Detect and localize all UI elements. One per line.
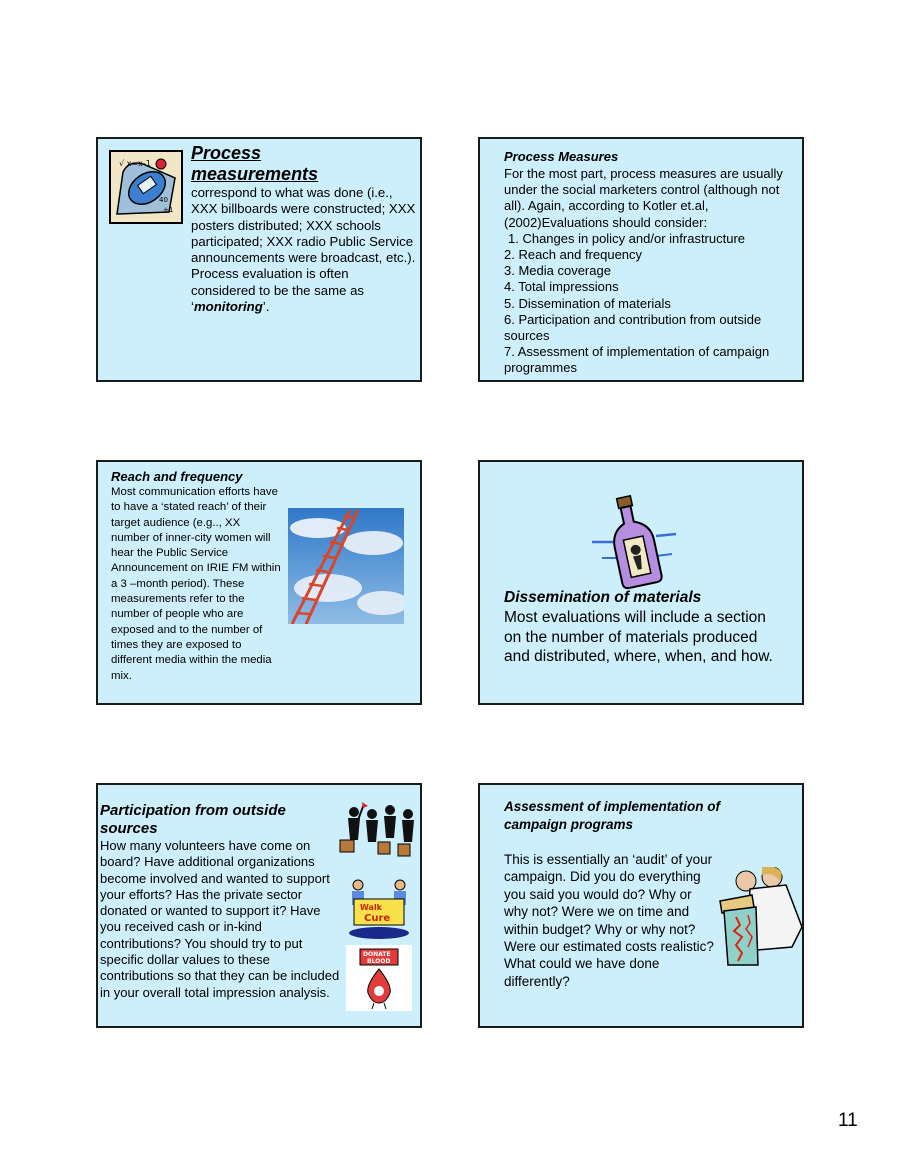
svg-text:√ x=x-1: √ x=x-1 [119, 159, 151, 168]
page-number: 11 [838, 1110, 858, 1131]
slide-title: Process measurements [191, 143, 319, 184]
body-eval-text: Process evaluation is often considered to be the same as ‘ [191, 266, 365, 315]
calculator-clipart-icon [109, 150, 183, 224]
slide-title: Dissemination of materials [504, 589, 702, 606]
svg-text:DONATE: DONATE [363, 951, 391, 958]
slide-body [191, 185, 416, 315]
slide-assessment-of-implementation [478, 783, 804, 1028]
svg-text:40: 40 [159, 196, 168, 204]
list-item: 6. Participation and contribution from outside sources [504, 311, 762, 344]
intro-text: For the most part, process measures are usually under the social marketers control (although not all). Again, according to Kotler et.al, (2002)Evaluations should consider: [504, 166, 783, 230]
measures-list [504, 231, 794, 377]
volunteers-icon [338, 800, 422, 858]
svg-text:Cure: Cure [364, 913, 391, 924]
message-bottle-icon [590, 492, 678, 590]
slide-title: Reach and frequency [111, 469, 243, 484]
slide-dissemination-of-materials [478, 460, 804, 705]
list-item: 5. Dissemination of materials [504, 295, 671, 311]
slide-reach-and-frequency [96, 460, 422, 705]
body-main-text: correspond to what was done (i.e., XXX billboards were constructed; XXX posters distributed; XXX schools participated; XXX radio Public Service announcements were broadcast, etc.). [191, 185, 416, 266]
list-item: 2. Reach and frequency [504, 247, 643, 263]
slide-title: Assessment of implementation of campaign programs [504, 799, 721, 832]
slide-body: Most communication efforts have to have a ‘stated reach’ of their target audience (e.g.., XX number of inner-city women will hear the Public Service Announcement on IRIE FM within a 3 –month period). These measurements refer to the number of people who are exposed and to the number of times they are exposed to different media within the media mix. [111, 486, 281, 682]
monitoring-term: monitoring [193, 299, 263, 315]
ladder-sky-photo-icon [288, 508, 404, 624]
slide-body: How many volunteers have come on board? Have additional organizations become involved and wanted to support your efforts? Has the private sector donated or wanted to support it? Have you received cash or in-kind contributions? You should try to put specific dollar values to these contributions so that they can be included in your overall total impression analysis. [100, 838, 340, 1000]
svg-text:BLOOD: BLOOD [367, 958, 391, 965]
svg-text:+1: +1 [163, 206, 174, 214]
list-item: 3. Media coverage [504, 263, 611, 279]
slide-title: Process Measures [504, 149, 619, 164]
svg-text:Walk: Walk [360, 903, 382, 912]
list-item: 4. Total impressions [504, 279, 619, 295]
walk-sign-icon [346, 877, 412, 939]
slide-body: Most evaluations will include a section on the number of materials produced and distributed, where, when, and how. [504, 609, 773, 666]
list-item: 7. Assessment of implementation of campaign programmes [504, 344, 770, 376]
slide-body [504, 166, 794, 377]
body-eval-end: ’. [262, 299, 270, 315]
donate-icon [346, 945, 412, 1011]
slide-body: This is essentially an ‘audit’ of your campaign. Did you do everything you said you would do? Why or why not? Were we on time and within budget? Why or why not? Were our estimated costs realistic? What could we have done differently? [504, 852, 714, 989]
slide-process-measures [478, 137, 804, 382]
slide-participation-outside-sources [96, 783, 422, 1028]
slide-title: Participation from outside sources [100, 802, 286, 837]
slide-process-measurements [96, 137, 422, 382]
list-item: 1. Changes in policy and/or infrastructure [508, 230, 746, 246]
doctors-chart-icon [706, 867, 804, 967]
